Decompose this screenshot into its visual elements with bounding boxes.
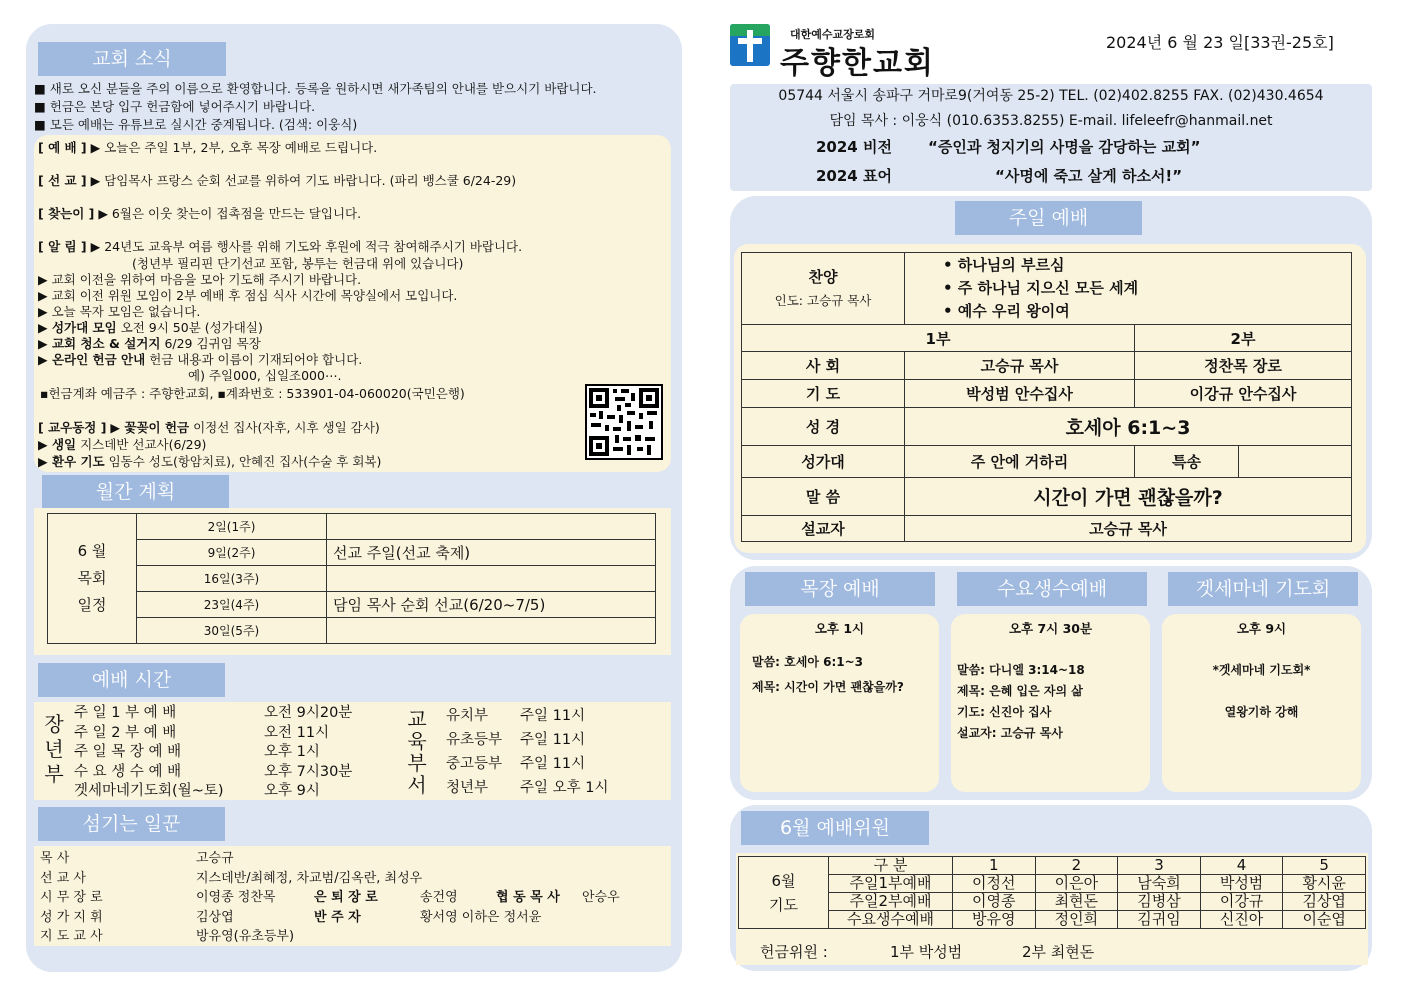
flower-label: ▶ 꽃꽂이 헌금 (110, 420, 190, 435)
adult-service-list (74, 704, 400, 802)
committee-cell: 박성범 (1200, 875, 1283, 893)
list-item (40, 927, 665, 947)
sermon-label: 말 씀 (742, 478, 905, 516)
fellowship-tag: [ 교우동정 ] (38, 420, 107, 435)
service-time: 오후 1시 (264, 744, 320, 760)
table-row (48, 618, 656, 644)
table-row (742, 408, 1352, 446)
online-offering (38, 352, 362, 368)
preacher: 고승규 목사 (905, 516, 1352, 542)
table-row (48, 540, 656, 566)
part2-header: 2부 (1135, 325, 1352, 352)
monthly-side-line: 일정 (77, 596, 107, 614)
list-item (40, 888, 665, 908)
service-time: 주일 11시 (520, 756, 586, 772)
committee-cell: 주일1부예배 (829, 875, 953, 893)
sick-text: 임동수 성도(항암치료), 안혜진 집사(수술 후 회복) (108, 454, 382, 469)
committee-cell: 수요생수예배 (829, 911, 953, 929)
praise-leader: 인도: 고승규 목사 (774, 292, 872, 308)
praise-songs-cell (905, 253, 1352, 325)
table-row (742, 253, 1352, 325)
preacher-label: 설교자 (742, 516, 905, 542)
list-item (74, 704, 400, 724)
edu-dept-label: 교육부서 (407, 707, 427, 797)
cleaning-label: ▶ 교회 청소 & 설거지 (38, 336, 161, 351)
special-song (1239, 446, 1352, 478)
event-cell (327, 566, 656, 592)
service-name: 주 일 2 부 예 배 (74, 724, 177, 741)
mission-text: ▶ 담임목사 프랑스 순회 선교를 위하여 기도 바랍니다. (파리 뱅스쿨 6/24-29) (90, 173, 517, 188)
committee-cell: 황시윤 (1283, 875, 1366, 893)
cell-worship-line-1: 말씀: 호세아 6:1~3 (752, 655, 864, 669)
sunday-worship-tab: 주일 예배 (955, 201, 1142, 235)
notice-tag: [ 알 림 ] (38, 239, 87, 254)
vision-label: 2024 비전 (816, 138, 892, 156)
gethsemane-time: 오후 9시 (1236, 621, 1287, 636)
service-name: 수 요 생 수 예 배 (74, 763, 182, 780)
committee-cell: 이은아 (1035, 875, 1118, 893)
service-name: 유치부 (446, 708, 489, 724)
wednesday-line-2: 제목: 은혜 입은 자의 삶 (957, 684, 1083, 698)
cell-worship-box (740, 614, 939, 792)
qr-code-pattern (587, 386, 661, 458)
committee-header-cell: 구 분 (829, 857, 953, 875)
sunday-worship-table (741, 252, 1352, 542)
praise-label-cell (742, 253, 905, 325)
week-cell: 16일(3주) (137, 566, 327, 592)
offering-part1: 1부 박성범 (890, 943, 963, 961)
staff-name: 송건영 (420, 890, 458, 905)
list-item (40, 869, 665, 889)
news-bullet-1: ■ 새로 오신 분들을 주의 이름으로 환영합니다. 등록을 원하시면 새가족팀의 안내를 받으시기 바랍니다. (34, 81, 597, 96)
list-item (446, 728, 666, 752)
staff-name: 김상엽 (196, 909, 234, 925)
presider-label: 사 회 (742, 352, 905, 380)
service-time: 오후 9시 (264, 783, 320, 799)
committee-cell: 이순엽 (1283, 911, 1366, 929)
bulletin-date: 2024년 6 월 23 일[33권-25호] (1106, 33, 1334, 52)
service-name: 중고등부 (446, 756, 503, 772)
church-address: 05744 서울시 송파구 거마로9(거여동 25-2) TEL. (02)402.8255 FAX. (02)430.4654 (778, 88, 1324, 104)
committee-cell: 신진아 (1200, 911, 1283, 929)
list-item (74, 724, 400, 744)
mission-tag: [ 선 교 ] (38, 173, 87, 188)
service-time: 오후 7시30분 (264, 763, 353, 780)
qr-code[interactable] (585, 384, 663, 460)
church-news-tab: 교회 소식 (38, 42, 226, 76)
choir-meeting-label: ▶ 성가대 모임 (38, 320, 117, 335)
committee-cell: 이정선 (953, 875, 1036, 893)
service-name: 유초등부 (446, 732, 503, 748)
wednesday-worship-time: 오후 7시 30분 (1008, 621, 1093, 636)
mission-notice (38, 173, 516, 189)
flower-text: 이정선 집사(자후, 시후 생일 감사) (193, 420, 380, 435)
choir-label: 성가대 (742, 446, 905, 478)
neighbor-notice (38, 206, 361, 222)
monthly-plan-table (47, 513, 656, 644)
praise-song: • 하나님의 부르심 (943, 256, 1065, 274)
notice-line-2: (청년부 필리핀 단기선교 포함, 봉투는 헌금대 위에 있습니다) (132, 256, 464, 271)
service-time: 주일 오후 1시 (520, 780, 609, 796)
committee-header-cell: 5 (1283, 857, 1366, 875)
cell-worship-tab: 목장 예배 (745, 572, 935, 606)
table-row (742, 325, 1352, 352)
list-item (74, 743, 400, 763)
notice-line-4: ▶ 교회 이전 위원 모임이 2부 예배 후 점심 식사 시간에 목양실에서 모입니다. (38, 288, 458, 303)
committee-header-cell: 3 (1118, 857, 1201, 875)
table-row (48, 592, 656, 618)
notice-line-1 (38, 239, 522, 255)
staff-role: 반 주 자 (314, 909, 361, 925)
pastor-info: 담임 목사 : 이웅식 (010.6353.8255) E-mail. lifeleefr@hanmail.net (829, 113, 1273, 129)
birthday-label: ▶ 생일 (38, 437, 77, 452)
event-cell (327, 618, 656, 644)
edu-service-list (446, 704, 666, 800)
notice-text-1: ▶ 24년도 교육부 여름 행사를 위해 기도와 후원에 적극 참여해주시기 바랍니다. (90, 239, 523, 254)
praise-song: • 주 하나님 지으신 모든 세계 (943, 279, 1139, 297)
prayer-1: 박성범 안수집사 (905, 380, 1135, 408)
choir-meeting-text: 오전 9시 50분 (성가대실) (120, 320, 263, 335)
committee-cell: 최현돈 (1035, 893, 1118, 911)
staff-role: 은 퇴 장 로 (314, 890, 378, 905)
staff-name: 안승우 (582, 890, 620, 905)
staff-name: 방유영(유초등부) (196, 929, 295, 944)
staff-role: 지 도 교 사 (40, 929, 103, 944)
service-time: 오전 11시 (264, 724, 330, 741)
notice-line-3: ▶ 교회 이전을 위하여 마음을 모아 기도해 주시기 바랍니다. (38, 272, 362, 287)
staff-name: 이영종 정찬목 (196, 890, 276, 905)
table-row (742, 516, 1352, 542)
monthly-plan-tab: 월간 계획 (42, 475, 229, 509)
event-cell: 담임 목사 순회 선교(6/20~7/5) (327, 592, 656, 618)
committee-header-cell: 2 (1035, 857, 1118, 875)
staff-role: 시 무 장 로 (40, 890, 103, 905)
committee-side-line: 기도 (769, 895, 798, 914)
staff-role: 목 사 (40, 851, 70, 866)
choir-meeting (38, 320, 263, 336)
monthly-side-line: 6 월 (77, 542, 107, 560)
staff-name: 고승규 (196, 851, 234, 866)
gethsemane-line-1: *겟세마네 기도회* (1212, 663, 1311, 677)
committee-cell: 이영종 (953, 893, 1036, 911)
sermon-title: 시간이 가면 괜찮을까? (905, 478, 1352, 516)
table-row (739, 911, 1366, 929)
prayer-2: 이강규 안수집사 (1135, 380, 1352, 408)
cleaning-notice (38, 336, 261, 352)
online-offering-text: 헌금 내용과 이름이 기재되어야 합니다. (149, 352, 363, 367)
service-time: 오전 9시20분 (264, 705, 353, 721)
cleaning-text: 6/29 김귀임 목장 (164, 336, 261, 351)
committee-cell: 김병삼 (1118, 893, 1201, 911)
praise-label: 찬양 (808, 267, 838, 286)
service-time: 주일 11시 (520, 708, 586, 724)
staff-role: 선 교 사 (40, 870, 86, 886)
scripture: 호세아 6:1~3 (905, 408, 1352, 446)
notice-line-5: ▶ 오늘 목자 모임은 없습니다. (38, 304, 201, 319)
fellowship-flower (38, 420, 380, 436)
scripture-label: 성 경 (742, 408, 905, 446)
table-row (739, 875, 1366, 893)
committee-side (739, 857, 829, 929)
committee-table (738, 856, 1366, 929)
wednesday-line-3: 기도: 신진아 집사 (957, 705, 1052, 719)
neighbor-text: ▶ 6월은 이웃 찾는이 접촉점을 만드는 달입니다. (98, 206, 362, 221)
table-row (48, 566, 656, 592)
wednesday-line-1: 말씀: 다니엘 3:14~18 (957, 663, 1085, 677)
staff-tab: 섬기는 일꾼 (38, 807, 225, 841)
week-cell: 2일(1주) (137, 514, 327, 540)
staff-role: 협 동 목 사 (496, 890, 560, 905)
committee-header-cell: 4 (1200, 857, 1283, 875)
table-row (742, 380, 1352, 408)
service-time-tab: 예배 시간 (38, 663, 225, 697)
list-item (40, 908, 665, 928)
praise-song: • 예수 우리 왕이여 (943, 302, 1070, 320)
church-name: 주향한교회 (780, 46, 935, 81)
staff-name: 황서영 이하은 정서윤 (420, 909, 542, 925)
committee-tab: 6월 예배위원 (741, 811, 929, 845)
table-row (742, 478, 1352, 516)
table-row (48, 514, 656, 540)
service-time: 주일 11시 (520, 732, 586, 748)
monthly-side-label (48, 514, 137, 644)
staff-role: 성 가 지 휘 (40, 909, 103, 925)
worship-tag: [ 예 배 ] (38, 140, 87, 155)
gethsemane-line-2: 열왕기하 강해 (1224, 705, 1299, 719)
service-name: 주 일 1 부 예 배 (74, 705, 177, 721)
news-bullet-3: ■ 모든 예배는 유튜브로 실시간 중계됩니다. (검색: 이웅식) (34, 117, 358, 132)
worship-notice (38, 140, 377, 156)
committee-cell: 김귀임 (1118, 911, 1201, 929)
choir-song: 주 안에 거하리 (905, 446, 1135, 478)
special-label: 특송 (1135, 446, 1239, 478)
service-name: 주 일 목 장 예 배 (74, 744, 182, 760)
cell-worship-time: 오후 1시 (814, 621, 865, 636)
week-cell: 23일(4주) (137, 592, 327, 618)
table-row (739, 893, 1366, 911)
offering-label: 헌금위원 : (760, 943, 828, 961)
offering-account: ▪헌금계좌 예금주 : 주향한교회, ▪계좌번호 : 533901-04-060020(국민은행) (40, 386, 465, 401)
presider-1: 고승규 목사 (905, 352, 1135, 380)
neighbor-tag: [ 찾는이 ] (38, 206, 95, 221)
gethsemane-prayer-tab: 겟세마네 기도회 (1168, 572, 1358, 606)
cross-bar (738, 38, 762, 44)
staff-list (40, 849, 665, 947)
week-cell: 9일(2주) (137, 540, 327, 566)
committee-cell: 정인희 (1035, 911, 1118, 929)
adult-dept-label: 장년부 (44, 712, 64, 786)
wednesday-line-4: 설교자: 고승규 목사 (957, 726, 1063, 740)
table-row (739, 857, 1366, 875)
prayer-label: 기 도 (742, 380, 905, 408)
online-offering-example: 예) 주일000, 십일조000⋯. (188, 368, 342, 383)
news-bullet-2: ■ 헌금은 본당 입구 헌금함에 넣어주시기 바랍니다. (34, 99, 316, 114)
committee-cell: 이강규 (1200, 893, 1283, 911)
offering-committee (760, 941, 1094, 962)
week-cell: 30일(5주) (137, 618, 327, 644)
online-offering-label: ▶ 온라인 헌금 안내 (38, 352, 146, 367)
committee-cell: 김상엽 (1283, 893, 1366, 911)
committee-cell: 방유영 (953, 911, 1036, 929)
table-row (742, 446, 1352, 478)
fellowship-sick (38, 454, 381, 470)
list-item (74, 782, 400, 802)
committee-header-cell: 1 (953, 857, 1036, 875)
committee-cell: 주일2부예배 (829, 893, 953, 911)
list-item (40, 849, 665, 869)
sick-label: ▶ 환우 기도 (38, 454, 105, 469)
service-name: 겟세마네기도회(월~토) (74, 783, 224, 799)
part1-header: 1부 (742, 325, 1135, 352)
table-row (742, 352, 1352, 380)
monthly-side-line: 목회 (77, 569, 107, 587)
committee-cell: 남숙희 (1118, 875, 1201, 893)
cell-worship-line-2: 제목: 시간이 가면 괜찮을까? (752, 680, 904, 694)
committee-side-line: 6월 (771, 871, 796, 890)
event-cell: 선교 주일(선교 축제) (327, 540, 656, 566)
birthday-text: 지스데반 선교사(6/29) (80, 437, 207, 452)
wednesday-worship-tab: 수요생수예배 (957, 572, 1147, 606)
motto-text: “사명에 죽고 살게 하소서!” (995, 167, 1183, 185)
worship-text: ▶ 오늘은 주일 1부, 2부, 오후 목장 예배로 드립니다. (90, 140, 378, 155)
fellowship-birthday (38, 437, 206, 453)
denomination: 대한예수교장로회 (790, 28, 876, 41)
staff-name: 지스데반/최혜정, 차교범/김옥란, 최성우 (196, 870, 423, 886)
list-item (74, 763, 400, 783)
list-item (446, 752, 666, 776)
church-logo (730, 24, 770, 66)
cross-icon (747, 30, 753, 62)
list-item (446, 776, 666, 800)
presider-2: 정찬목 장로 (1135, 352, 1352, 380)
service-name: 청년부 (446, 780, 489, 796)
vision-text: “증인과 청지기의 사명을 감당하는 교회” (928, 138, 1201, 156)
motto-label: 2024 표어 (816, 167, 892, 185)
list-item (446, 704, 666, 728)
offering-part2: 2부 최현돈 (1022, 943, 1095, 961)
event-cell (327, 514, 656, 540)
